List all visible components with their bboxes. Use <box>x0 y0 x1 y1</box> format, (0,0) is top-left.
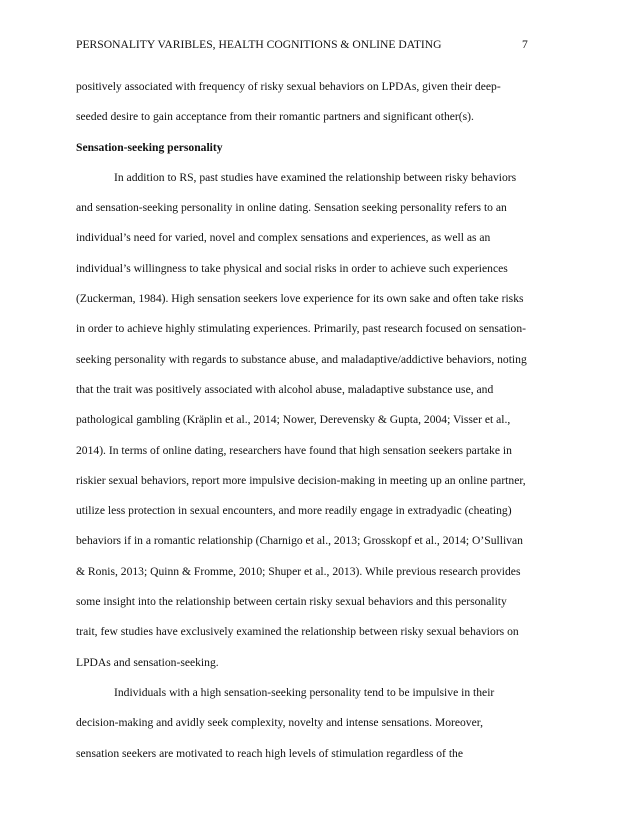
running-header <box>76 38 536 51</box>
text-line: pathological gambling (Kräplin et al., 2014; Nower, Derevensky & Gupta, 2004; Visser et al., <box>76 413 511 427</box>
section-heading: Sensation-seeking personality <box>76 140 223 154</box>
text-line: decision-making and avidly seek complexity, novelty and intense sensations. Moreover, <box>76 716 484 730</box>
text-line: In addition to RS, past studies have examined the relationship between risky behaviors <box>114 170 517 184</box>
text-line: positively associated with frequency of risky sexual behaviors on LPDAs, given their deep- <box>76 80 501 93</box>
text-line: seeking personality with regards to substance abuse, and maladaptive/addictive behaviors, noting <box>76 352 527 366</box>
text-line: individual’s willingness to take physical and social risks in order to achieve such experiences <box>76 261 508 275</box>
text-line: and sensation-seeking personality in online dating. Sensation seeking personality refers to an <box>76 201 507 215</box>
text-line: individual’s need for varied, novel and complex sensations and experiences, as well as an <box>76 231 491 245</box>
running-head-title: PERSONALITY VARIBLES, HEALTH COGNITIONS & ONLINE DATING <box>76 38 442 51</box>
page-number: 7 <box>522 38 528 51</box>
text-line: riskier sexual behaviors, report more impulsive decision-making in meeting up an online partner, <box>76 473 526 487</box>
document-body <box>76 72 564 769</box>
text-line: in order to achieve highly stimulating experiences. Primarily, past research focused on sensation- <box>76 322 526 336</box>
text-line: sensation seekers are motivated to reach high levels of stimulation regardless of the <box>76 746 463 760</box>
text-line: behaviors if in a romantic relationship (Charnigo et al., 2013; Grosskopf et al., 2014; O’Sullivan <box>76 534 523 548</box>
text-line: utilize less protection in sexual encounters, and more readily engage in extradyadic (cheating) <box>76 504 512 518</box>
text-line: that the trait was positively associated with alcohol abuse, maladaptive substance use, and <box>76 382 494 396</box>
text-line: (Zuckerman, 1984). High sensation seekers love experience for its own sake and often take risks <box>76 292 524 306</box>
text-line: LPDAs and sensation-seeking. <box>76 655 219 669</box>
text-line: seeded desire to gain acceptance from their romantic partners and significant other(s). <box>76 110 474 124</box>
text-line: some insight into the relationship between certain risky sexual behaviors and this personality <box>76 595 507 609</box>
text-line: Individuals with a high sensation-seeking personality tend to be impulsive in their <box>114 685 495 699</box>
text-line: trait, few studies have exclusively examined the relationship between risky sexual behaviors on <box>76 625 519 639</box>
text-line: & Ronis, 2013; Quinn & Fromme, 2010; Shuper et al., 2013). While previous research provides <box>76 564 521 578</box>
text-line: 2014). In terms of online dating, researchers have found that high sensation seekers partake in <box>76 443 512 457</box>
